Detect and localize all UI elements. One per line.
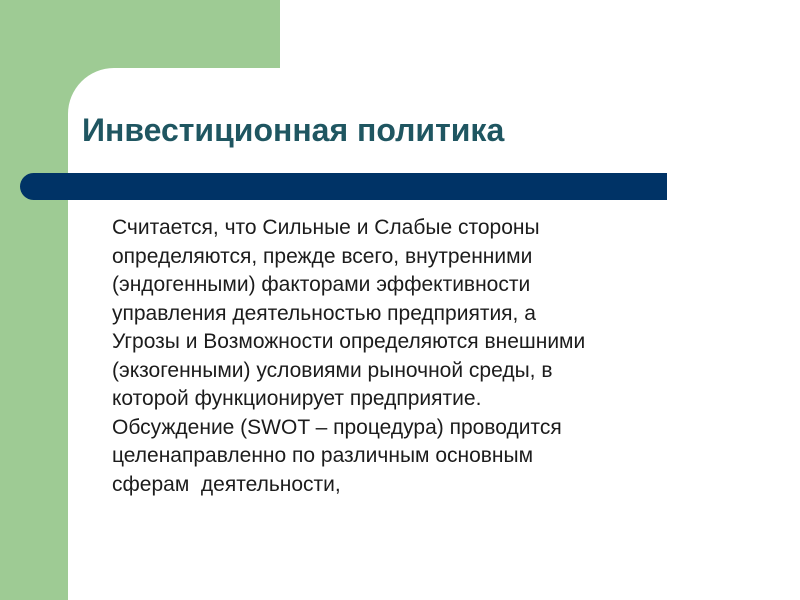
body-line: Угрозы и Возможности определяются внешними	[112, 330, 586, 353]
body-line: определяются, прежде всего, внутренними	[112, 244, 533, 268]
body-line: Считается, что Сильные и Слабые стороны	[112, 216, 540, 239]
slide-title: Инвестиционная политика	[82, 112, 505, 148]
body-line: управления деятельностью предприятия, а	[112, 301, 536, 325]
body-line: Обсуждение (SWOT – процедура) проводится	[112, 415, 562, 439]
body-line: которой функционирует предприятие.	[112, 387, 482, 410]
title-underline-bar	[20, 173, 667, 200]
body-line: целенаправленно по различным основным	[112, 444, 534, 467]
body-line: сферам деятельности,	[112, 472, 341, 496]
slide-body-text	[112, 214, 712, 499]
body-line: (эндогенными) факторами эффективности	[112, 273, 531, 296]
body-line: (экзогенными) условиями рыночной среды, в	[112, 358, 553, 382]
